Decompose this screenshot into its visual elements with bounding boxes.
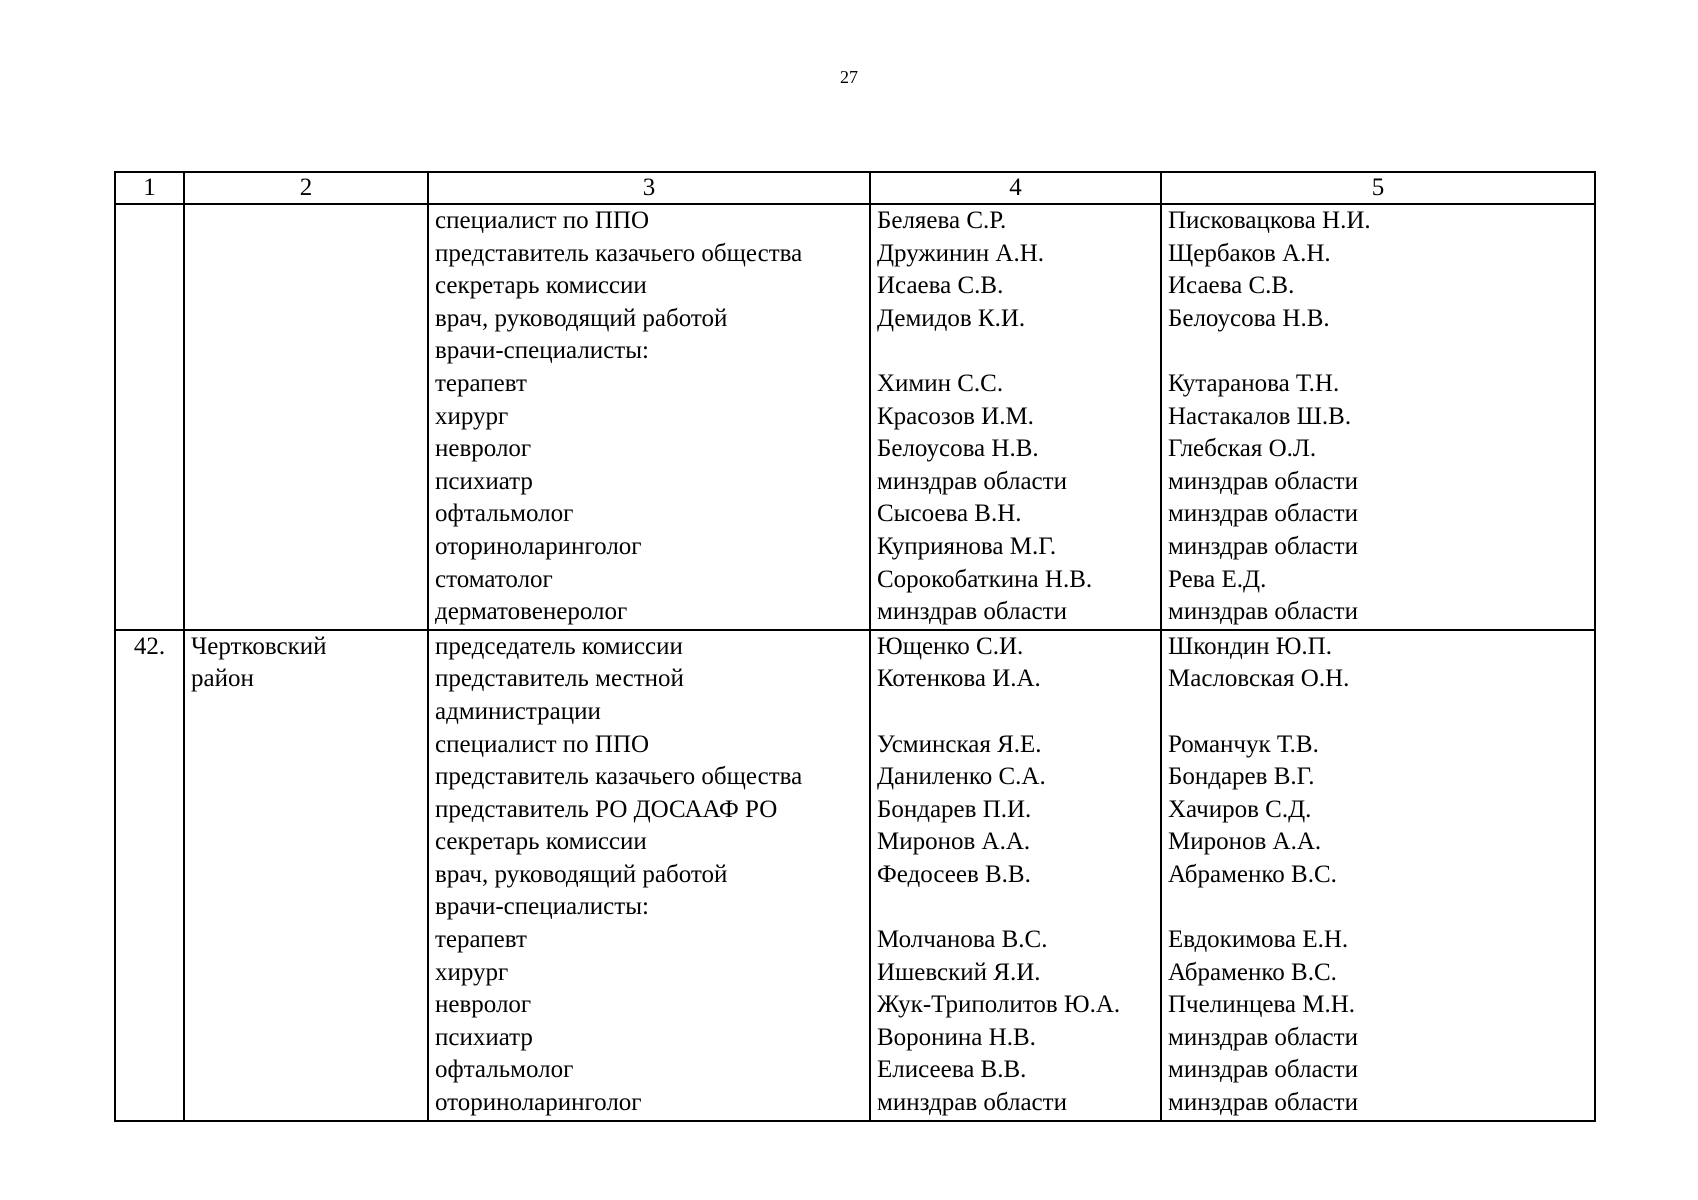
member-line: Белоусова Н.В.	[877, 435, 1039, 463]
member-line: Федосеев В.В.	[877, 860, 1031, 888]
table-block-row	[115, 630, 1595, 1121]
position-line: представитель РО ДОСААФ РО	[435, 795, 778, 823]
header-cell-5: 5	[1161, 172, 1595, 204]
member-cell	[870, 630, 1161, 1121]
position-line: врач, руководящий работой	[435, 860, 728, 888]
position-line: врачи-специалисты:	[435, 337, 649, 365]
position-line: специалист по ППО	[435, 207, 650, 234]
member-line: Ющенко С.И.	[877, 632, 1024, 660]
district-cell	[184, 630, 428, 1121]
position-cell	[428, 204, 870, 630]
member-cell	[870, 204, 1161, 630]
commission-table	[114, 171, 1596, 1122]
position-line: представитель местной	[435, 665, 684, 693]
reserve-member-line: Абраменко В.С.	[1168, 860, 1337, 888]
reserve-member-line: Белоусова Н.В.	[1168, 304, 1330, 332]
position-line: терапевт	[435, 926, 527, 954]
reserve-member-line	[1168, 696, 1588, 729]
member-line: Исаева С.В.	[877, 272, 1004, 300]
reserve-member-line: Шкондин Ю.П.	[1168, 632, 1332, 660]
member-line: Куприянова М.Г.	[877, 532, 1057, 560]
position-cell	[428, 630, 870, 1121]
position-line: терапевт	[435, 369, 527, 397]
position-line: врачи-специалисты:	[435, 893, 649, 921]
header-cell-1: 1	[115, 172, 184, 204]
member-line: Демидов К.И.	[877, 304, 1026, 332]
reserve-member-line: Бондарев В.Г.	[1168, 763, 1315, 791]
member-line: Даниленко С.А.	[877, 763, 1046, 791]
member-line: минздрав области	[877, 1089, 1067, 1117]
reserve-member-line: Исаева С.В.	[1168, 272, 1295, 300]
position-line: дерматовенеролог	[435, 598, 628, 626]
member-line: Дружинин А.Н.	[877, 239, 1045, 267]
reserve-member-line: Пчелинцева М.Н.	[1168, 991, 1356, 1019]
member-line: Беляева С.Р.	[877, 207, 1007, 234]
member-line: Химин С.С.	[877, 369, 1004, 397]
reserve-member-line: Миронов А.А.	[1168, 828, 1322, 856]
reserve-member-line: Писковацкова Н.И.	[1168, 207, 1371, 234]
member-line: Молчанова В.С.	[877, 926, 1048, 954]
reserve-member-line: Рева Е.Д.	[1168, 565, 1267, 593]
position-line: оториноларинголог	[435, 532, 642, 560]
member-line: Жук-Триполитов Ю.А.	[877, 991, 1121, 1019]
member-line: минздрав области	[877, 467, 1067, 495]
position-line: представитель казачьего общества	[435, 239, 803, 267]
member-line: Котенкова И.А.	[877, 665, 1041, 693]
reserve-member-line: минздрав области	[1168, 500, 1358, 528]
position-line: представитель казачьего общества	[435, 763, 803, 791]
position-line: офтальмолог	[435, 1056, 574, 1084]
reserve-member-line: минздрав области	[1168, 467, 1358, 495]
reserve-member-line: минздрав области	[1168, 532, 1358, 560]
table-header-row	[115, 172, 1595, 204]
position-line: невролог	[435, 435, 532, 463]
header-cell-4: 4	[870, 172, 1161, 204]
page-number: 27	[840, 67, 858, 87]
position-line: секретарь комиссии	[435, 828, 647, 856]
header-cell-3: 3	[428, 172, 870, 204]
table-block-row	[115, 204, 1595, 630]
member-line	[877, 891, 1154, 924]
position-line: секретарь комиссии	[435, 272, 647, 300]
member-line: Сысоева В.Н.	[877, 500, 1022, 528]
position-line: стоматолог	[435, 565, 553, 593]
header-cell-2: 2	[184, 172, 428, 204]
reserve-member-cell	[1161, 204, 1595, 630]
member-line	[877, 696, 1154, 729]
position-line: хирург	[435, 958, 509, 986]
reserve-member-line: Кутаранова Т.Н.	[1168, 369, 1340, 397]
position-line: психиатр	[435, 1023, 533, 1051]
block-number-cell: 42.	[115, 630, 184, 1121]
reserve-member-line	[1168, 891, 1588, 924]
reserve-member-line: Глебская О.Л.	[1168, 435, 1317, 463]
reserve-member-line: Евдокимова Е.Н.	[1168, 926, 1349, 954]
position-line: председатель комиссии	[435, 632, 683, 660]
block-number-cell	[115, 204, 184, 630]
reserve-member-line: минздрав области	[1168, 1089, 1358, 1117]
reserve-member-line	[1168, 335, 1588, 368]
position-line: администрации	[435, 697, 601, 725]
position-line: офтальмолог	[435, 500, 574, 528]
member-line: минздрав области	[877, 598, 1067, 626]
member-line: Сорокобаткина Н.В.	[877, 565, 1093, 593]
reserve-member-cell	[1161, 630, 1595, 1121]
position-line: невролог	[435, 991, 532, 1019]
reserve-member-line: Настакалов Ш.В.	[1168, 402, 1352, 430]
district-cell	[184, 204, 428, 630]
position-line: оториноларинголог	[435, 1089, 642, 1117]
position-line: врач, руководящий работой	[435, 304, 728, 332]
reserve-member-line: Романчук Т.В.	[1168, 730, 1319, 758]
member-line: Воронина Н.В.	[877, 1023, 1036, 1051]
member-line: Миронов А.А.	[877, 828, 1031, 856]
member-line	[877, 335, 1154, 368]
member-line: Ишевский Я.И.	[877, 958, 1041, 986]
member-line: Бондарев П.И.	[877, 795, 1032, 823]
position-line: хирург	[435, 402, 509, 430]
reserve-member-line: Хачиров С.Д.	[1168, 795, 1312, 823]
member-line: Елисеева В.В.	[877, 1056, 1027, 1084]
district-name-line: район	[191, 665, 254, 693]
commission-table-body	[115, 172, 1595, 1121]
position-line: специалист по ППО	[435, 730, 650, 758]
reserve-member-line: минздрав области	[1168, 598, 1358, 626]
position-line: психиатр	[435, 467, 533, 495]
district-name-line: Чертковский	[191, 632, 327, 660]
reserve-member-line: Масловская О.Н.	[1168, 665, 1350, 693]
member-line: Усминская Я.Е.	[877, 730, 1042, 758]
reserve-member-line: минздрав области	[1168, 1056, 1358, 1084]
reserve-member-line: Абраменко В.С.	[1168, 958, 1337, 986]
reserve-member-line: Щербаков А.Н.	[1168, 239, 1331, 267]
reserve-member-line: минздрав области	[1168, 1023, 1358, 1051]
member-line: Красозов И.М.	[877, 402, 1034, 430]
